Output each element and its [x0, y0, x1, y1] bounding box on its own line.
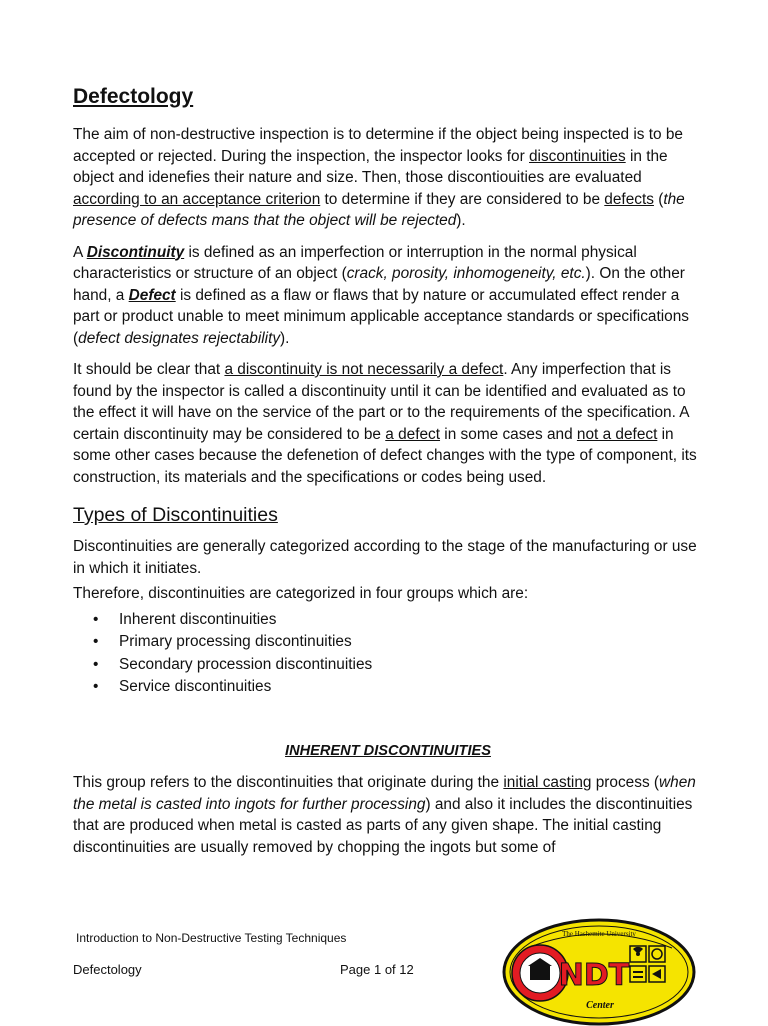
underlined-text: initial casting: [503, 774, 592, 791]
subheading-inherent: INHERENT DISCONTINUITIES: [285, 742, 491, 759]
underlined-text: a discontinuity is not necessarily a defect: [224, 361, 504, 378]
text: ). On the other hand, a: [73, 265, 685, 304]
paragraph-definitions: [73, 242, 703, 350]
list-item: [93, 654, 703, 677]
text: (: [653, 190, 664, 208]
list-item-label: Inherent discontinuities: [119, 610, 277, 628]
footer-page-number: Page 1 of 12: [340, 962, 414, 977]
term-defect: Defect: [128, 286, 176, 304]
list-item-label: Service discontinuities: [119, 678, 272, 695]
paragraph-groups-intro: Therefore, discontinuities are categorized in four groups which are:: [73, 585, 529, 602]
bullet-icon: •: [93, 610, 99, 628]
section-heading: Types of Discontinuities: [73, 504, 278, 526]
list-item-label: Primary processing discontinuities: [119, 633, 352, 650]
italic-text: the presence of defects mans that the object will be rejected: [73, 190, 685, 229]
footer-course-title: Introduction to Non-Destructive Testing Techniques: [76, 931, 347, 945]
paragraph-inherent: [73, 772, 703, 858]
text: is defined as a flaw or flaws that by nature or accumulated effect render a part or product unable to meet minimum applicable acceptance standards or specifications (: [73, 286, 689, 347]
paragraph-categorization: Discontinuities are generally categorized according to the stage of the manufacturing or use in which it initiates.: [73, 538, 697, 577]
text: A: [73, 243, 87, 261]
bullet-icon: •: [93, 633, 99, 650]
underlined-text: a defect: [385, 425, 441, 443]
bullet-icon: •: [93, 655, 99, 673]
bullet-icon: •: [93, 678, 99, 695]
text: The aim of non-destructive inspection is to determine if the object being inspected is to be accepted or rejected. During the inspection, the inspector looks for: [73, 126, 683, 165]
underlined-text: not a defect: [576, 425, 658, 443]
list-item-label: Secondary procession discontinuities: [119, 655, 373, 673]
paragraph-clarification: [73, 359, 703, 488]
text: This group refers to the discontinuities that originate during the: [73, 774, 504, 791]
text: to determine if they are considered to be: [320, 190, 605, 208]
footer-section-name: Defectology: [73, 962, 142, 977]
underlined-text: discontinuities: [529, 147, 626, 165]
term-discontinuity: Discontinuity: [86, 243, 185, 261]
text: . Any imperfection that is found by the inspector is called a discontinuity until it can be identified and evaluated as to the effect it will have on the service of the part or to the requirements of the specification. A certain discontinuity may be considered to be: [73, 361, 689, 443]
groups-list: [73, 609, 703, 699]
italic-text: crack, porosity, inhomogeneity, etc.: [346, 265, 586, 282]
logo-university-text: The Hashemite University: [562, 930, 636, 938]
underlined-text: according to an acceptance criterion: [73, 190, 321, 208]
text: is defined as an imperfection or interruption in the normal physical characteristics or structure of an object (: [73, 243, 637, 282]
text: ).: [280, 329, 290, 347]
page-content: [73, 84, 703, 868]
underlined-text: defects: [604, 190, 654, 208]
list-item: [93, 609, 703, 632]
ndt-center-logo: [502, 918, 696, 1026]
text: ).: [456, 212, 466, 229]
text: ) and also it includes the discontinuities that are produced when metal is casted as parts of any given shape. The initial casting discontinuities are usually removed by chopping the ingots but some of: [73, 795, 693, 856]
list-item: [93, 676, 703, 699]
italic-text: when the metal is casted into ingots for further processing: [73, 774, 696, 813]
logo-ndt-text: NDT: [558, 958, 630, 993]
page-title: Defectology: [73, 85, 194, 108]
text: It should be clear that: [73, 361, 225, 378]
text: in some other cases because the defenetion of defect changes with the type of component, its construction, its materials and the specifications or codes being used.: [73, 425, 697, 486]
text: process (: [591, 774, 660, 791]
logo-center-text: Center: [586, 1000, 614, 1011]
paragraph-intro: [73, 124, 703, 232]
text: in the object and idenefies their nature and size. Then, those discontiouities are evaluated: [73, 147, 668, 186]
italic-text: defect designates rejectability: [78, 329, 281, 347]
list-item: [93, 631, 703, 654]
text: in some cases and: [440, 425, 577, 443]
